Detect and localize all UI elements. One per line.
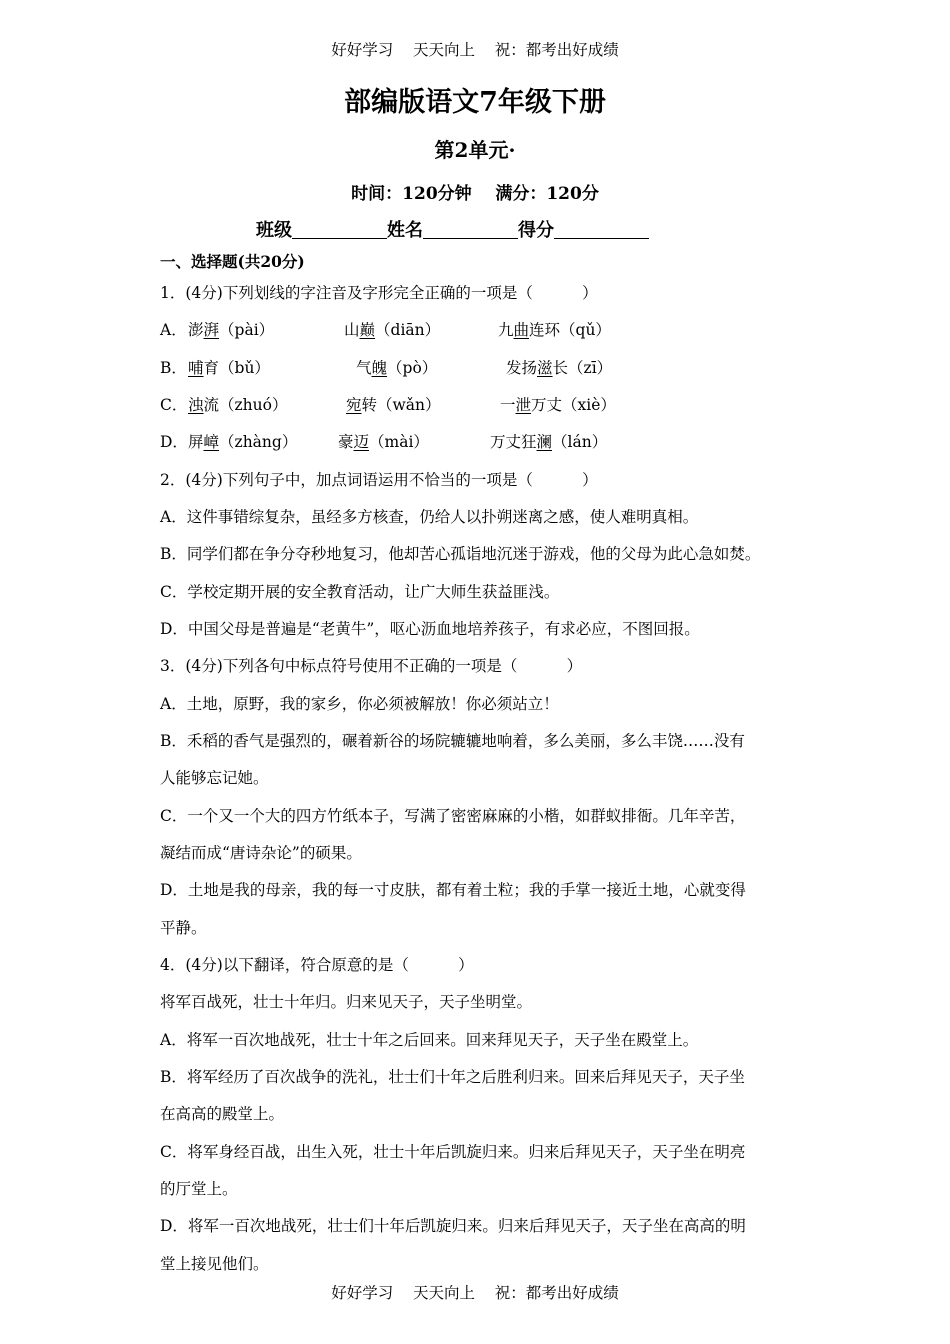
- page-header: 好好学习 天天向上 祝：都考出好成绩: [331, 41, 619, 59]
- page-footer: 好好学习 天天向上 祝：都考出好成绩: [331, 1284, 619, 1302]
- class-label: 班级: [256, 220, 292, 241]
- time-info: 时间：120分钟 满分：120分: [351, 184, 599, 204]
- option-label: A．: [160, 321, 187, 339]
- q4-option-b: B．将军经历了百次战争的洗礼，壮士们十年之后胜利归来。回来后拜见天子，天子坐: [160, 1068, 745, 1086]
- option-label: B．: [160, 359, 187, 377]
- q3-option-b-cont: 人能够忘记她。: [160, 769, 269, 787]
- q3-option-b: B．禾稻的香气是强烈的，碾着新谷的场院辘辘地响着，多么美丽，多么丰饶……没有: [160, 732, 745, 750]
- q1-option-a: [160, 318, 760, 340]
- q1-option-b: [160, 356, 760, 378]
- q2-option-b: B．同学们都在争分夺秒地复习，他却苦心孤诣地沉迷于游戏，他的父母为此心急如焚。: [160, 545, 761, 563]
- q4-stem: 4．(4分)以下翻译，符合原意的是（ ）: [160, 956, 474, 974]
- q1-c-item1: 浊流（zhuó）: [188, 396, 288, 414]
- option-label: C．: [160, 396, 188, 414]
- q4-option-d-cont: 堂上接见他们。: [160, 1255, 269, 1273]
- q1-option-d: [160, 430, 760, 452]
- class-field[interactable]: [292, 220, 387, 239]
- q1-b-item2: 气魄（pò）: [356, 359, 438, 377]
- q2-option-a: A．这件事错综复杂，虽经多方核查，仍给人以扑朔迷离之感，使人难明真相。: [160, 508, 699, 526]
- q3-stem: 3．(4分)下列各句中标点符号使用不正确的一项是（ ）: [160, 657, 583, 675]
- q1-a-item3: 九曲连环（qǔ）: [498, 321, 611, 339]
- q3-option-c: C．一个又一个大的四方竹纸本子，写满了密密麻麻的小楷，如群蚁排衙。几年辛苦，: [160, 807, 746, 825]
- q1-d-item3: 万丈狂澜（lán）: [490, 433, 608, 451]
- q1-stem: 1．(4分)下列划线的字注音及字形完全正确的一项是（ ）: [160, 284, 598, 302]
- score-field[interactable]: [554, 220, 649, 239]
- q1-c-item3: 一泄万丈（xiè）: [500, 396, 616, 414]
- q1-option-c: [160, 393, 760, 415]
- q2-stem: 2．(4分)下列句子中，加点词语运用不恰当的一项是（ ）: [160, 471, 598, 489]
- q3-option-c-cont: 凝结而成“唐诗杂论”的硕果。: [160, 844, 362, 862]
- q1-a-item1: 澎湃（pài）: [188, 321, 275, 339]
- q4-option-a: A．将军一百次地战死，壮士十年之后回来。回来拜见天子，天子坐在殿堂上。: [160, 1031, 699, 1049]
- page-title: 部编版语文7年级下册: [344, 87, 606, 118]
- q4-option-c-cont: 的厅堂上。: [160, 1180, 238, 1198]
- unit-subtitle: 第2单元·: [434, 138, 516, 162]
- q1-b-item3: 发扬滋长（zī）: [506, 359, 613, 377]
- q4-option-b-cont: 在高高的殿堂上。: [160, 1105, 285, 1123]
- name-field[interactable]: [423, 220, 518, 239]
- q2-option-d: D．中国父母是普遍是“老黄牛”，呕心沥血地培养孩子，有求必应，不图回报。: [160, 620, 700, 638]
- q3-option-d-cont: 平静。: [160, 919, 207, 937]
- q1-b-item1: 哺育（bǔ）: [188, 359, 270, 377]
- q1-d-item1: 屏嶂（zhàng）: [188, 433, 298, 451]
- q4-option-c: C．将军身经百战，出生入死，壮士十年后凯旋归来。归来后拜见天子，天子坐在明亮: [160, 1143, 746, 1161]
- score-label: 得分: [518, 220, 554, 241]
- q4-source-text: 将军百战死，壮士十年归。归来见天子，天子坐明堂。: [160, 993, 533, 1011]
- q2-option-c: C．学校定期开展的安全教育活动，让广大师生获益匪浅。: [160, 583, 560, 601]
- q3-option-d: D．土地是我的母亲，我的每一寸皮肤，都有着土粒；我的手掌一接近土地，心就变得: [160, 881, 746, 899]
- option-label: D．: [160, 433, 188, 451]
- section-heading: 一、选择题(共20分): [160, 252, 305, 271]
- q1-a-item2: 山巅（diān）: [344, 321, 441, 339]
- q4-option-d: D．将军一百次地战死，壮士们十年后凯旋归来。归来后拜见天子，天子坐在高高的明: [160, 1217, 746, 1235]
- q1-d-item2: 豪迈（mài）: [338, 433, 429, 451]
- student-info-row: [256, 216, 649, 242]
- q1-c-item2: 宛转（wǎn）: [346, 396, 441, 414]
- name-label: 姓名: [387, 220, 423, 241]
- q3-option-a: A．土地，原野，我的家乡，你必须被解放！你必须站立！: [160, 695, 559, 713]
